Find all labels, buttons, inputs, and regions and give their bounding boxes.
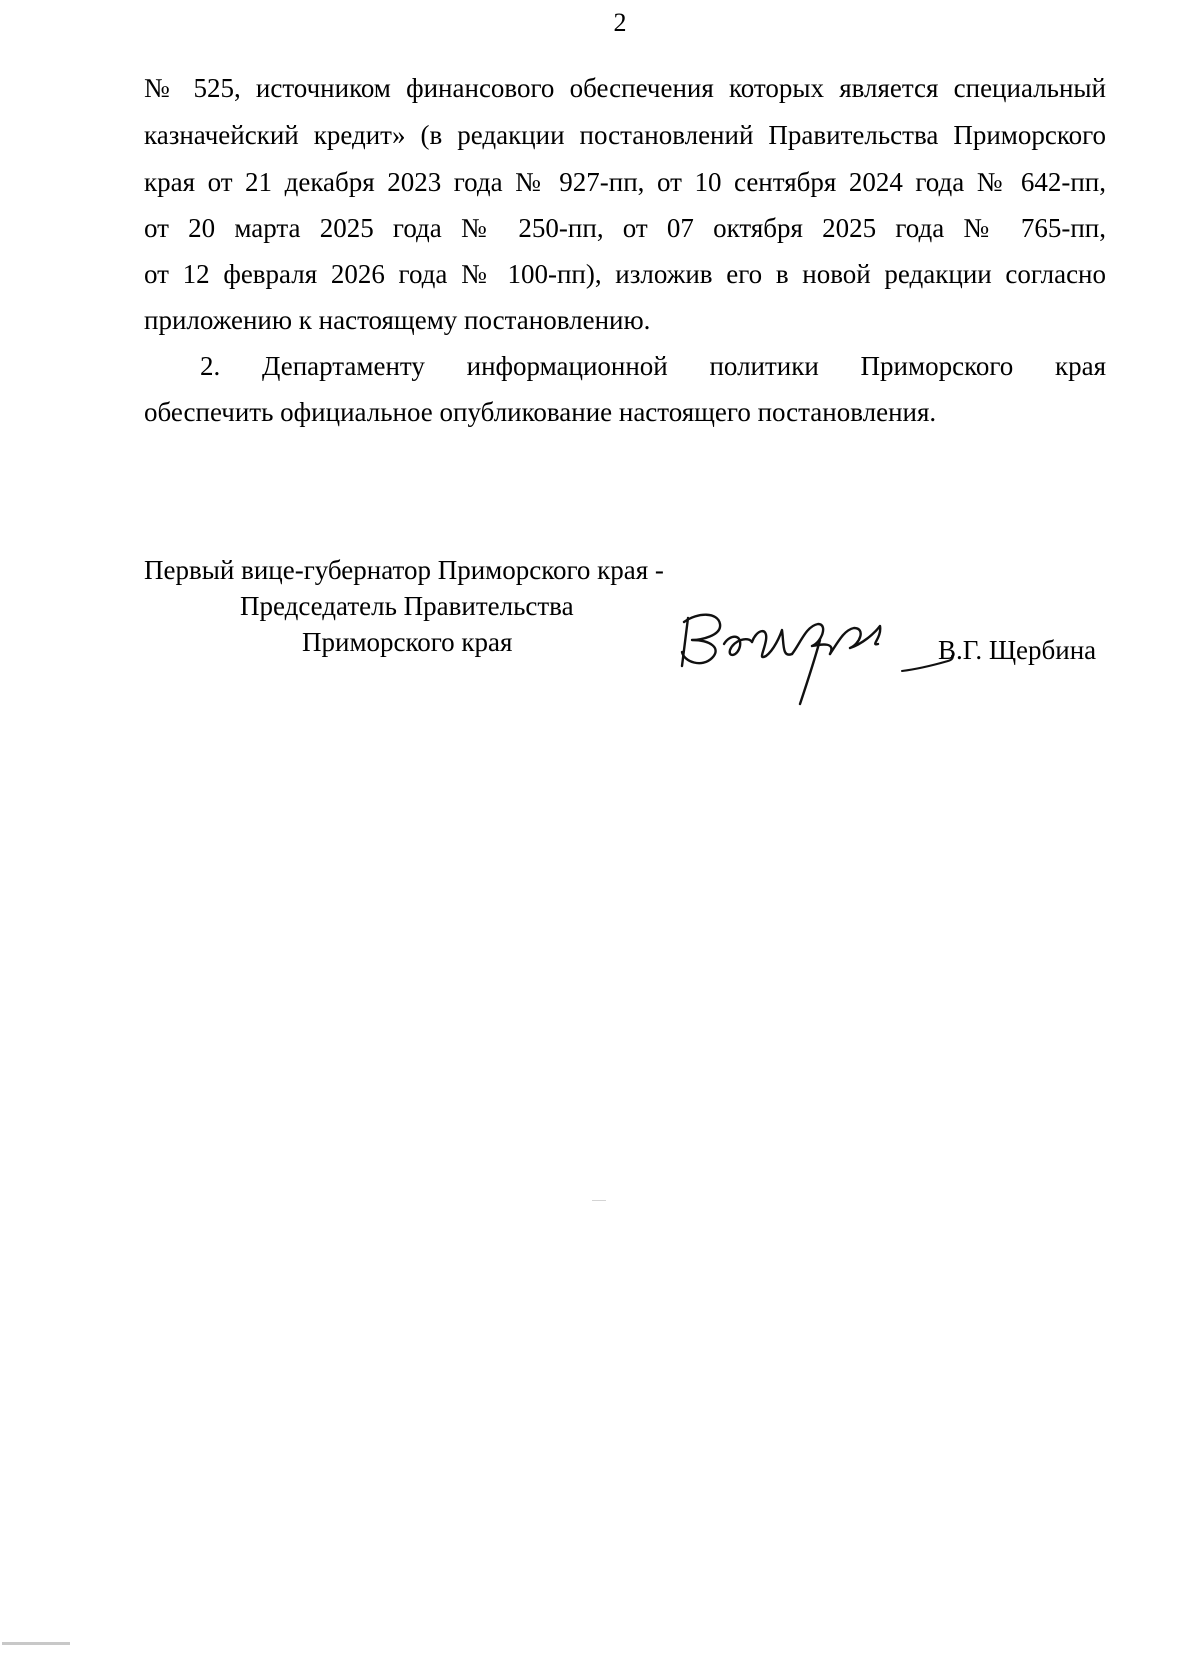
body-line: казначейский кредит» (в редакции постановлений Правительства Приморского — [144, 120, 1106, 150]
signer-position: Приморского края — [302, 627, 513, 657]
signer-position: Председатель Правительства — [240, 591, 574, 621]
item-2-line: 2. Департаменту информационной политики Приморского края — [200, 351, 1106, 381]
scan-artifact — [592, 1200, 606, 1201]
body-line: № 525, источником финансового обеспечения которых является специальный — [144, 73, 1106, 103]
signer-position: Первый вице-губернатор Приморского края - — [144, 555, 664, 585]
page-number: 2 — [613, 8, 627, 37]
body-line: края от 21 декабря 2023 года № 927-пп, от 10 сентября 2024 года № 642-пп, — [144, 167, 1106, 197]
body-line: от 12 февраля 2026 года № 100-пп), изложив его в новой редакции согласно — [144, 259, 1106, 289]
signer-name: В.Г. Щербина — [938, 635, 1097, 665]
scan-artifact — [2, 1642, 70, 1645]
body-line: приложению к настоящему постановлению. — [144, 305, 651, 335]
handwritten-signature — [670, 600, 900, 710]
item-2-line: обеспечить официальное опубликование настоящего постановления. — [144, 397, 937, 427]
body-line: от 20 марта 2025 года № 250-пп, от 07 октября 2025 года № 765-пп, — [144, 213, 1106, 243]
